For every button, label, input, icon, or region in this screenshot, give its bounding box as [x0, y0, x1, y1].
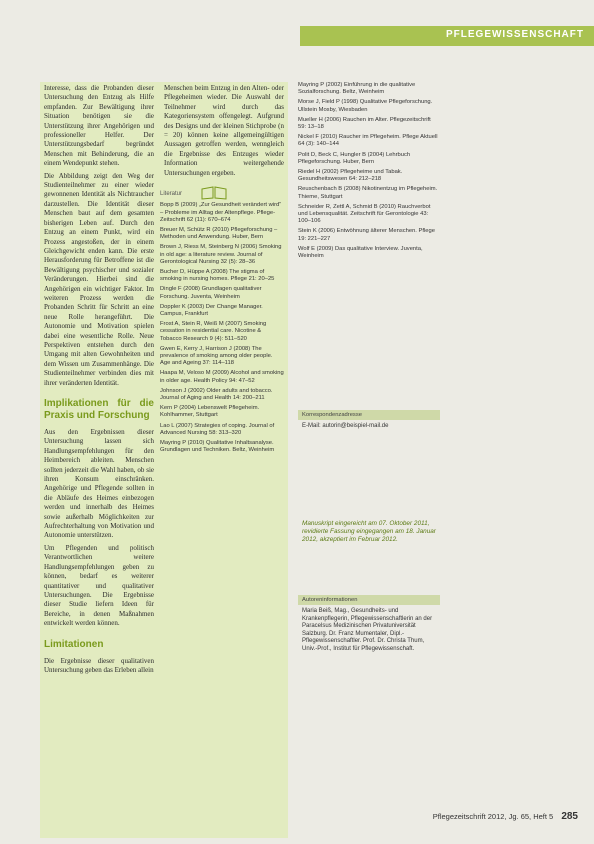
reference-item: Frost A, Stein R, Weiß M (2007) Smoking cessation in residential care. Nicotine & Tobacco Research 9 (4): 511–520 [160, 321, 267, 342]
manuscript-note: Manuskript eingereicht am 07. Oktober 2011, revidierte Fassung eingegangen am 18. Januar 2012, akzeptiert im Februar 2012. [302, 520, 436, 543]
paragraph: Um Pflegenden und politisch Verantwortlichen weitere Handlungsempfehlungen geben zu können, bedarf es weiterer quantitativer und qualitativer Untersuchungen. Die Ergebnisse dieser Studie liefern Ideen für Bereiche, in denen Maßnahmen entwickelt werden können. [44, 543, 154, 628]
reference-item: Nickel F (2010) Raucher im Pflegeheim. Pflege Aktuell 64 (3): 140–144 [298, 134, 438, 148]
paragraph: Die Abbildung zeigt den Weg der Studienteilnehmer zu einer wieder gewonnenen Identität als Nichtraucher darzustellen. Die Identität dieser Menschen baut auf dem gesamten bisherigen Leben auf. Durch den Entzug an einem Punkt, wird ein Prozess angestoßen, der in einem Gleichgewicht enden kann. Die erste Herausforderung für Betroffene ist die Bewältigung psychischer und sozialer Veränderungen. Hierbei sind die Angehörigen ein wichtiger Faktor. Im weiteren Prozess werden die Probanden Schritt für Schritt an eine neue Rolle herangeführt. Die Autonomie und Motivation spielen dabei eine wesentliche Rolle. Neue Perspektiven entstehen durch den Umgang mit alten Gewohnheiten und dem Wissen um Zusammenhänge. Die Studienteilnehmer verbinden dies mit ihrer veränderten Identität. [44, 171, 154, 387]
section-heading: Limitationen [44, 638, 104, 650]
reference-item: Polit D, Beck C, Hungler B (2004) Lehrbuch Pflegeforschung. Huber, Bern [298, 151, 411, 165]
page-number: 285 [561, 811, 578, 822]
correspondence-box [298, 410, 440, 432]
reference-item: Brown J, Riess M, Steinberg N (2006) Smoking in old age: a literature review. Journal of Gerontological Nursing 32 (5): 28–36 [160, 244, 282, 265]
paragraph: Menschen beim Entzug in den Alten- oder Pflegeheimen wieder. Die Auswahl der Teilnehmer wird durch das Kategoriensystem offengelegt. Aufgrund des Designs und der kleinen Stichprobe (n = 20) können keine allgemeingültigen Aussagen getroffen werden, wenngleich die Ergebnisse des Entzuges wieder Information weitergehende Untersuchungen ergeben. [164, 84, 284, 177]
paragraph: Interesse, dass die Probanden dieser Untersuchung den Entzug als Hilfe empfanden. Zur Bewältigung ihrer Situation benötigen sie die Unterstützung ihrer Angehörigen und professioneller Helfer. Der Unterstützungsbedarf begründet Menschen mit Behinderung, die an einem Wendepunkt stehen. [44, 84, 154, 168]
reference-item: Morse J, Field P (1998) Qualitative Pflegeforschung. Ullstein Mosby, Wiesbaden [298, 99, 433, 113]
main-green-panel [40, 82, 288, 838]
reference-item: Mayring P (2010) Qualitative Inhaltsanalyse. Grundlagen und Techniken. Beltz, Weinheim [160, 440, 275, 454]
reference-item: Bucher D, Hüppe A (2008) The stigma of smoking in nursing homes. Pflege 21: 20–25 [160, 269, 275, 283]
reference-item: Bopp B (2009) „Zur Gesundheit verändert wird“ – Probleme im Alltag der Altenpflege. Pflege-Zeitschrift 62 (11): 670–674 [160, 202, 282, 223]
paragraph: Die Ergebnisse dieser qualitativen Untersuchung geben das Erleben allein [44, 656, 154, 674]
reference-item: Gwen E, Kerry J, Harrison J (2008) The prevalence of smoking among older people. Age and Ageing 37: 114–118 [160, 345, 273, 367]
authors-box [298, 595, 440, 657]
box-heading: Autoreninformationen [298, 595, 440, 605]
reference-item: Kern P (2004) Lebenswelt Pflegeheim. Kohlhammer, Stuttgart [160, 405, 260, 419]
reference-item: Doppler K (2003) Der Change Manager. Campus, Frankfurt [160, 303, 263, 318]
body-column-left [44, 84, 154, 675]
box-body: E-Mail: autorin@beispiel-mail.de [302, 423, 389, 429]
reference-item: Stein K (2006) Entwöhnung älterer Menschen. Pflege 19: 221–227 [298, 228, 435, 242]
box-heading: Korrespondenzadresse [298, 410, 440, 420]
literature-list [160, 190, 284, 458]
reference-list [298, 82, 438, 263]
reference-item: Dingle F (2008) Grundlagen qualitativer Forschung. Juventa, Weinheim [160, 286, 262, 300]
reference-item: Reuschenbach B (2008) Nikotinentzug im Pflegeheim. Thieme, Stuttgart [298, 186, 438, 200]
page-footer [433, 811, 578, 822]
literature-title: Literatur [160, 191, 183, 197]
reference-item: Mayring P (2002) Einführung in die qualitative Sozialforschung. Beltz, Weinheim [298, 82, 416, 96]
body-column-right [164, 84, 284, 178]
section-heading: Implikationen für die Praxis und Forschung [44, 398, 154, 421]
section-header-band [300, 26, 594, 46]
reference-item: Wolf E (2009) Das qualitative Interview. Juventa, Weinheim [298, 245, 423, 260]
reference-item: Breuer M, Schütz R (2010) Pflegeforschung – Methoden und Anwendung. Huber, Bern [160, 227, 278, 241]
box-body: Maria Beiß, Mag., Gesundheits- und Krankenpflegerin, Pflegewissenschaftlerin an der Paracelsus Medizinischen Privatuniversität Salzburg. Dr. Franz Mumentaler, Dipl.-Pflegewissenschaftler. Prof. Dr. Christa Thum, Univ.-Prof., Institut für Pflegewissenschaft. [302, 608, 433, 652]
reference-item: Lao L (2007) Strategies of coping. Journal of Advanced Nursing 58: 313–320 [160, 422, 275, 436]
section-title: PFLEGEWISSENSCHAFT [445, 29, 584, 40]
reference-item: Haapa M, Veloso M (2009) Alcohol and smoking in older age. Health Policy 94: 47–52 [160, 370, 284, 384]
reference-item: Johnson J (2002) Older adults and tobacco. Journal of Aging and Health 14: 200–211 [160, 387, 273, 402]
paragraph: Aus den Ergebnissen dieser Untersuchung lassen sich Handlungsempfehlungen für den Heimbereich ableiten. Menschen sollten jederzeit die Wahl haben, ob sie ihren Konsum einschränken. Angehörige und Pflegende sollten in die Abläufe des Heimes einbezogen werden und innerhalb des Heimes sowie außerhalb Möglichkeiten zur Aufrechterhaltung von Motivation und Autonomie unterstützen. [44, 428, 154, 540]
journal-citation: Pflegezeitschrift 2012, Jg. 65, Heft 5 [432, 812, 554, 821]
reference-item: Riedel H (2002) Pflegeheime und Tabak. Gesundheitswesen 64: 212–218 [298, 169, 403, 183]
reference-item: Schneider R, Zettl A, Schmid B (2010) Rauchverbot und Lebensqualität. Zeitschrift für Gerontologie 43: 100–106 [298, 203, 431, 225]
reference-item: Mueller H (2006) Rauchen im Alter. Pflegezeitschrift 59: 13–18 [298, 116, 431, 131]
